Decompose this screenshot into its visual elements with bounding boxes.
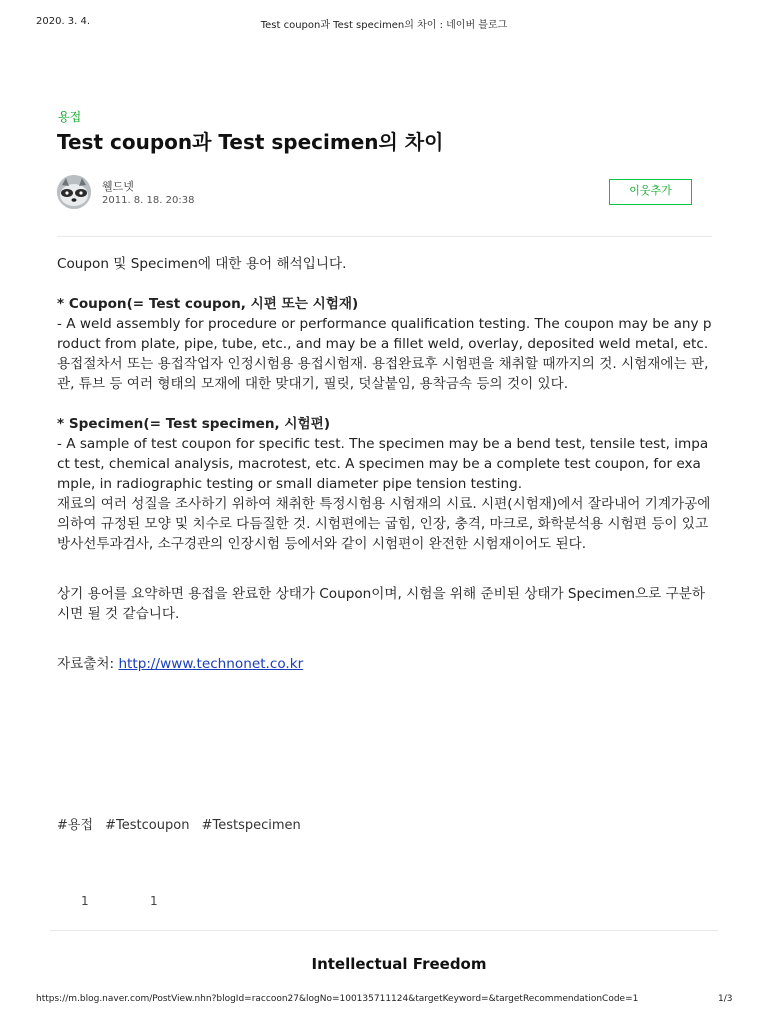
post-date: 2011. 8. 18. 20:38 xyxy=(102,195,195,206)
tag-welding[interactable]: #용접 xyxy=(57,818,94,833)
tag-testcoupon[interactable]: #Testcoupon xyxy=(105,818,190,833)
print-header xyxy=(0,16,768,32)
summary-paragraph: 상기 용어를 요약하면 용접을 완료한 상태가 Coupon이며, 시험을 위해 준비된 상태가 Specimen으로 구분하시면 될 것 같습니다. xyxy=(57,586,705,622)
specimen-definition-ko: 재료의 여러 성질을 조사하기 위하여 채취한 특정시험용 시험재의 시료. 시편(시험재)에서 잘라내어 기계가공에 의하여 규정된 모양 및 치수로 다듬질한 것. 시험편에는 굽힘, 인장, 충격, 마크로, 화학분석용 시험편 등이 있고 방사선투과검사, 소구경관의 인장시험 등에서와 같이 시험편이 완전한 시험재이어도 된다. xyxy=(57,496,711,552)
source-line xyxy=(57,654,712,674)
header-divider xyxy=(57,236,712,237)
print-page-title: Test coupon과 Test specimen의 차이 : 네이버 블로그 xyxy=(260,20,508,31)
coupon-definition-en: - A weld assembly for procedure or performance qualification testing. The coupon may be any product from plate, pipe, tube, etc., and may be a fillet weld, overlay, deposited weld metal, etc. xyxy=(57,316,712,352)
like-count[interactable]: 1 xyxy=(81,894,89,908)
add-neighbor-button[interactable]: 이웃추가 xyxy=(609,179,692,205)
tag-testspecimen[interactable]: #Testspecimen xyxy=(201,818,301,833)
print-url: https://m.blog.naver.com/PostView.nhn?blogId=raccoon27&logNo=100135711124&targetKeyword=&targetRecommendationCode=1 xyxy=(36,994,639,1004)
post-category[interactable]: 용접 xyxy=(58,110,82,124)
intro-paragraph: Coupon 및 Specimen에 대한 용어 해석입니다. xyxy=(57,256,347,272)
footer-divider xyxy=(50,930,718,931)
raccoon-avatar-icon[interactable] xyxy=(57,175,91,209)
author-name[interactable]: 웰드넷 xyxy=(102,180,134,193)
tag-list xyxy=(57,814,309,833)
print-page-number: 1/3 xyxy=(718,994,733,1004)
print-date: 2020. 3. 4. xyxy=(36,16,91,27)
coupon-definition-ko: 용접절차서 또는 용접작업자 인정시험용 용접시험재. 용접완료후 시험편을 채취할 때까지의 것. 시험재에는 판, 관, 튜브 등 여러 형태의 모재에 대한 맞대기, 필릿, 덧살붙임, 용착금속 등의 것이 있다. xyxy=(57,356,709,392)
specimen-heading: * Specimen(= Test specimen, 시험편) xyxy=(57,416,331,432)
post-content xyxy=(57,254,712,674)
blog-section-title: Intellectual Freedom xyxy=(311,955,487,973)
coupon-heading: * Coupon(= Test coupon, 시편 또는 시험재) xyxy=(57,296,359,312)
post-title: Test coupon과 Test specimen의 차이 xyxy=(57,130,444,154)
specimen-definition-en: - A sample of test coupon for specific test. The specimen may be a bend test, tensile test, impact test, chemical analysis, macrotest, etc. A specimen may be a complete test coupon, for example, in radiographic testing or small diameter pipe tension testing. xyxy=(57,436,709,492)
comment-count[interactable]: 1 xyxy=(150,894,158,908)
source-label: 자료출처: xyxy=(57,656,119,672)
source-link[interactable]: http://www.technonet.co.kr xyxy=(118,656,304,672)
